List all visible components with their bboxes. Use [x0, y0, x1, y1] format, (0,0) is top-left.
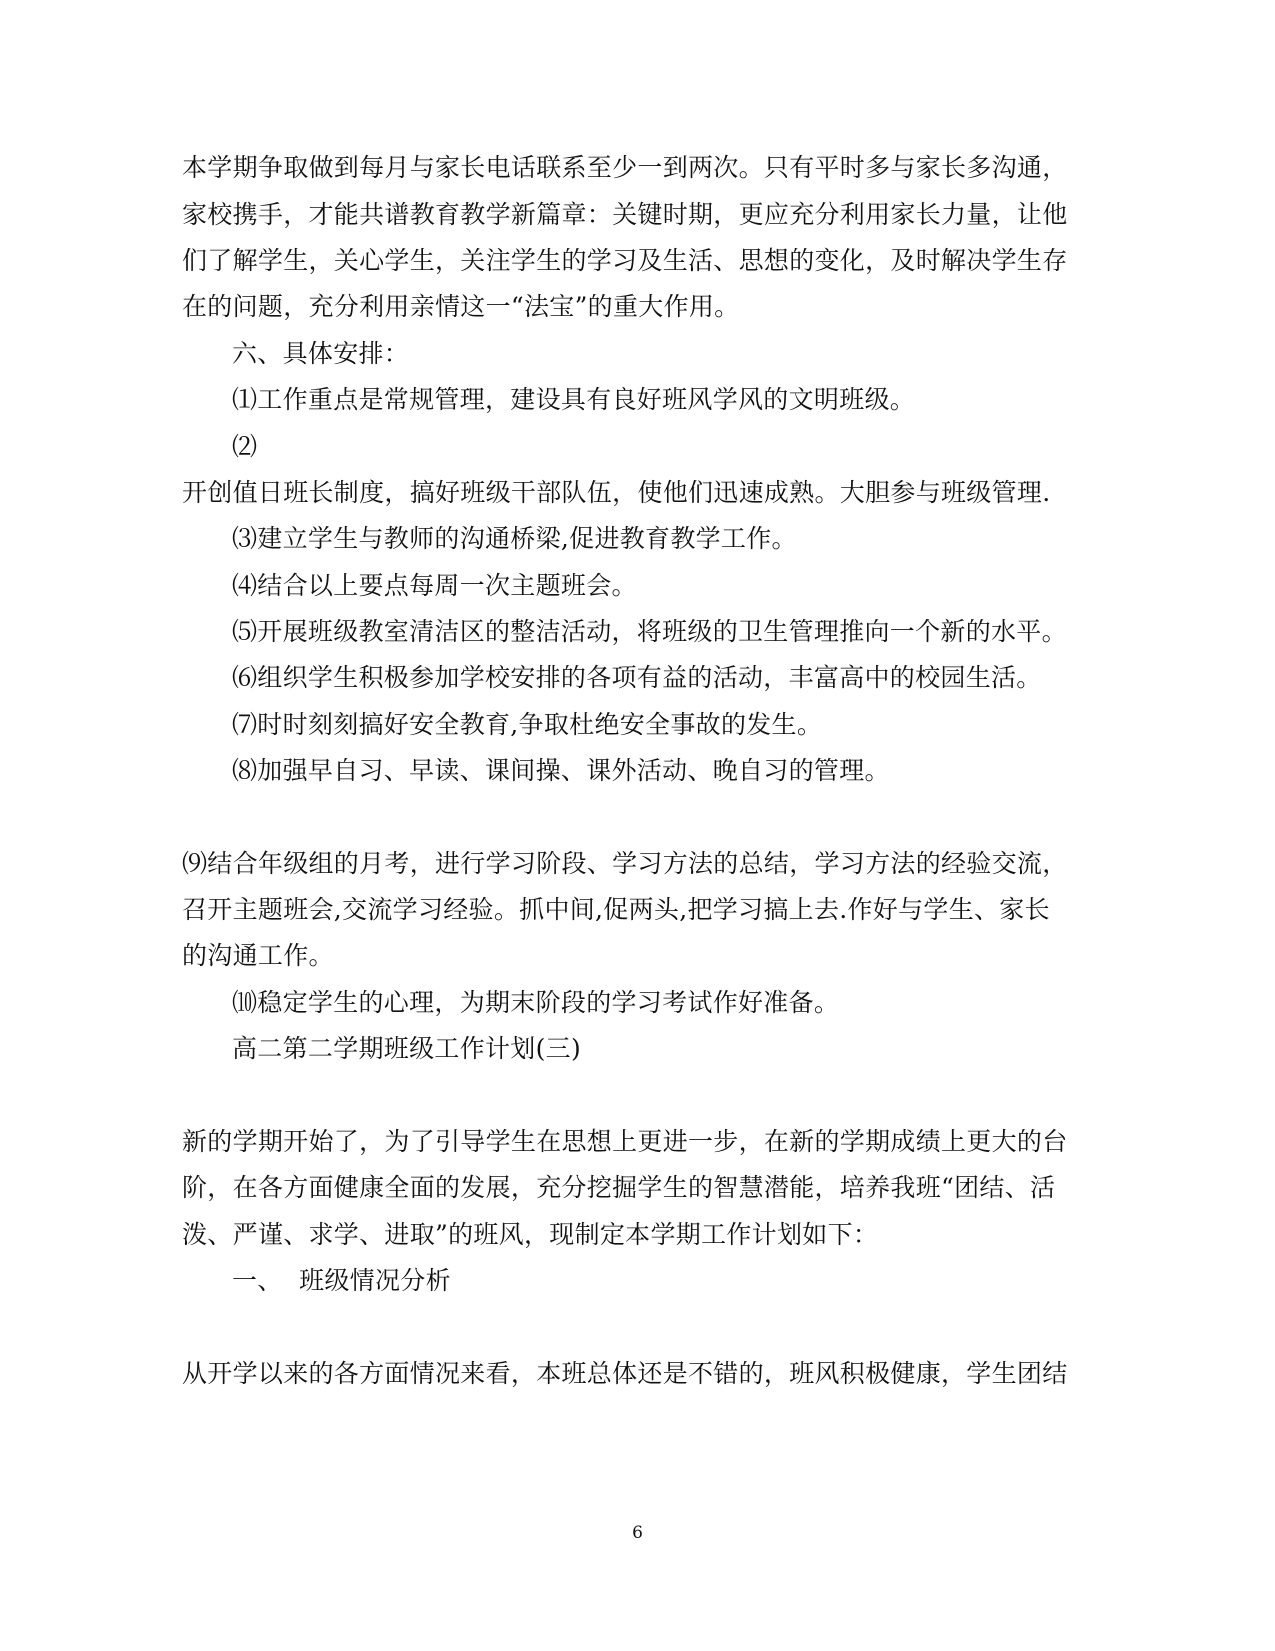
list-item: ⑴工作重点是常规管理，建设具有良好班风学风的文明班级。	[232, 385, 916, 414]
paragraph-line: 家校携手，才能共谱教育教学新篇章：关键时期，更应充分利用家长力量，让他	[182, 200, 1068, 229]
paragraph-line: 本学期争取做到每月与家长电话联系至少一到两次。只有平时多与家长多沟通，	[182, 153, 1068, 182]
paragraph-line: 新的学期开始了，为了引导学生在思想上更进一步，在新的学期成绩上更大的台	[182, 1127, 1068, 1156]
list-item: ⑺时时刻刻搞好安全教育,争取杜绝安全事故的发生。	[232, 710, 823, 739]
page-number: 6	[632, 1523, 643, 1543]
list-item: ⑸开展班级教室清洁区的整洁活动，将班级的卫生管理推向一个新的水平。	[232, 617, 1067, 646]
list-item: ⑶建立学生与教师的沟通桥梁,促进教育教学工作。	[232, 524, 797, 553]
section-title: 高二第二学期班级工作计划(三)	[232, 1034, 582, 1063]
paragraph-line: 泼、严谨、求学、进取”的班风，现制定本学期工作计划如下：	[182, 1220, 879, 1249]
paragraph-line: 们了解学生，关心学生，关注学生的学习及生活、思想的变化，及时解决学生存	[182, 246, 1068, 275]
list-item-number: ⑵	[232, 432, 258, 461]
paragraph-line: 的沟通工作。	[182, 941, 334, 970]
list-item: ⑼结合年级组的月考，进行学习阶段、学习方法的总结，学习方法的经验交流，	[182, 849, 1068, 878]
paragraph-line: 从开学以来的各方面情况来看，本班总体还是不错的，班风积极健康，学生团结	[182, 1359, 1068, 1388]
paragraph-line: 召开主题班会,交流学习经验。抓中间,促两头,把学习搞上去.作好与学生、家长	[182, 895, 1050, 924]
paragraph-line: 阶，在各方面健康全面的发展，充分挖掘学生的智慧潜能，培养我班“团结、活	[182, 1173, 1056, 1202]
list-item: ⑽稳定学生的心理，为期末阶段的学习考试作好准备。	[232, 988, 840, 1017]
section-heading: 一、 班级情况分析	[232, 1266, 451, 1295]
list-item: ⑷结合以上要点每周一次主题班会。	[232, 571, 637, 600]
list-item: ⑻加强早自习、早读、课间操、课外活动、晚自习的管理。	[232, 756, 890, 785]
list-item: ⑹组织学生积极参加学校安排的各项有益的活动，丰富高中的校园生活。	[232, 663, 1042, 692]
paragraph-line: 在的问题，充分利用亲情这一“法宝”的重大作用。	[182, 292, 740, 321]
list-item: 开创值日班长制度，搞好班级干部队伍，使他们迅速成熟。大胆参与班级管理.	[182, 478, 1051, 507]
section-heading: 六、具体安排：	[232, 339, 410, 368]
